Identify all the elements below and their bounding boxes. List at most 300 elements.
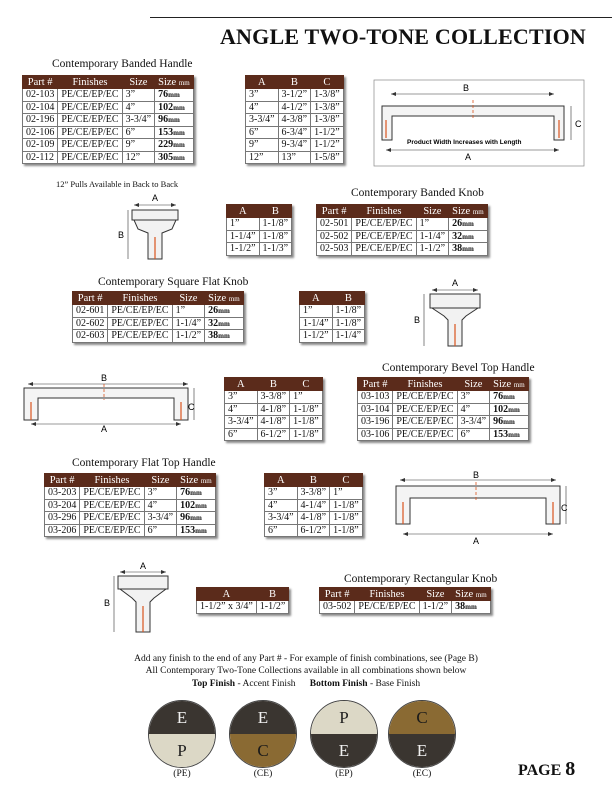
cell-text: 4” — [460, 403, 471, 415]
table-cell — [311, 114, 344, 127]
column-header — [122, 76, 155, 89]
table-row — [225, 403, 323, 416]
swatch-bottom-letter: E — [311, 734, 377, 767]
cell-text: 1-1/8” — [262, 218, 289, 230]
unit-label: mm — [195, 526, 207, 535]
cell-text: 76 — [180, 487, 191, 499]
cell-text: PE/CE/EP/EC — [111, 305, 169, 317]
column-header — [457, 378, 490, 391]
column-header — [23, 76, 58, 89]
table-row — [227, 243, 292, 256]
header-text: Part # — [362, 378, 388, 390]
table-cell — [332, 317, 365, 330]
table-cell — [45, 499, 80, 512]
table-cell — [393, 416, 457, 429]
table-row — [246, 139, 344, 152]
cell-text: 02-109 — [26, 139, 55, 151]
swatch-top-letter: P — [311, 701, 377, 734]
cell-text: 1-3/8” — [314, 114, 340, 126]
cell-text: PE/CE/EP/EC — [83, 524, 141, 536]
cell-text: 3-3/4” — [125, 114, 152, 126]
table-cell — [144, 512, 177, 525]
column-header — [317, 205, 352, 218]
header-text: Size — [493, 378, 512, 390]
column-header — [155, 76, 194, 89]
swatch-caption: (CE) — [253, 769, 273, 779]
cell-text: 153 — [158, 126, 174, 138]
table-cell — [278, 89, 311, 102]
table-cell — [311, 101, 344, 114]
table-cell — [23, 139, 58, 152]
table-cell — [257, 416, 290, 429]
cell-text: 32 — [452, 230, 463, 242]
cell-text: 1” — [419, 218, 430, 230]
banded-handle-diagram — [374, 80, 584, 166]
cell-text: 1” — [175, 305, 186, 317]
header-text: B — [344, 292, 352, 304]
table-cell — [352, 243, 416, 256]
header-text: Size — [423, 205, 442, 217]
unit-label: mm — [190, 514, 202, 523]
table-cell — [297, 524, 330, 537]
cell-text: 1-1/4” — [175, 317, 202, 329]
cell-text: 02-103 — [26, 89, 55, 101]
table-row — [225, 391, 323, 404]
table-row — [23, 89, 194, 102]
table-cell — [246, 151, 279, 164]
table-cell — [265, 499, 298, 512]
header-text: Size — [464, 378, 483, 390]
page-label: PAGE — [518, 762, 562, 779]
table-cell — [197, 601, 257, 614]
bevel-label-b: B — [100, 373, 108, 383]
cell-text: PE/CE/EP/EC — [396, 428, 454, 440]
column-header — [297, 474, 330, 487]
table-cell — [225, 428, 258, 441]
table-cell — [80, 487, 144, 500]
unit-label: mm — [173, 141, 185, 150]
table-cell — [449, 230, 488, 243]
cell-text: 1-1/4” — [335, 330, 362, 342]
table-cell — [108, 317, 172, 330]
cell-text: 03-203 — [48, 487, 77, 499]
cell-text: PE/CE/EP/EC — [111, 330, 169, 342]
table-row — [73, 317, 244, 330]
table-cell — [45, 524, 80, 537]
cell-text: 6” — [228, 428, 238, 440]
table-row — [45, 499, 216, 512]
table-cell — [172, 330, 205, 343]
cell-text: 1-1/8” — [333, 524, 359, 536]
table-cell — [227, 218, 260, 231]
cell-text: 3” — [249, 89, 259, 101]
cell-text: 03-196 — [361, 416, 390, 428]
banded-handle-note: 12” Pulls Available in Back to Back — [56, 179, 179, 189]
unit-label: mm — [475, 590, 487, 599]
table-cell — [177, 524, 216, 537]
table-cell — [23, 151, 58, 164]
header-text: B — [269, 378, 277, 390]
cell-text: PE/CE/EP/EC — [61, 139, 119, 151]
cell-text: 6” — [125, 126, 136, 138]
column-header — [393, 378, 457, 391]
header-text: Size — [452, 205, 471, 217]
table-cell — [416, 243, 449, 256]
table-cell — [227, 243, 260, 256]
cell-text: 1-5/8” — [314, 151, 340, 163]
table-row — [265, 487, 363, 500]
table-cell — [300, 305, 333, 318]
cell-text: 1-1/2” — [175, 330, 202, 342]
header-text: Size — [180, 474, 199, 486]
table-cell — [23, 126, 58, 139]
table-cell — [278, 126, 311, 139]
cell-text: 1-1/8” — [335, 317, 362, 329]
column-header — [205, 292, 244, 305]
cell-text: 9-3/4” — [281, 139, 308, 151]
table-cell — [393, 403, 457, 416]
cell-text: 1-1/8” — [335, 305, 362, 317]
square-flat-knob-title: Contemporary Square Flat Knob — [98, 276, 249, 288]
header-row — [197, 588, 289, 601]
column-header — [419, 588, 452, 601]
table-cell — [172, 317, 205, 330]
table-cell — [80, 524, 144, 537]
banded-handle-dimensions-table — [245, 75, 344, 164]
swatch-caption: (PE) — [173, 769, 191, 779]
cell-text: 02-502 — [320, 230, 349, 242]
unit-label: mm — [200, 476, 212, 485]
cell-text: 1-1/4” — [419, 230, 446, 242]
column-header — [452, 588, 491, 601]
table-cell — [205, 305, 244, 318]
banded-knob-dimensions-table — [226, 204, 292, 256]
column-header — [80, 474, 144, 487]
table-cell — [246, 101, 279, 114]
cell-text: 153 — [493, 428, 509, 440]
column-header — [332, 292, 365, 305]
cell-text: 1-1/4” — [303, 317, 329, 329]
cell-text: 1-1/4” — [230, 230, 256, 242]
cell-text: 02-104 — [26, 101, 55, 113]
cell-text: PE/CE/EP/EC — [61, 89, 119, 101]
bevel-top-handle-table — [357, 377, 529, 441]
column-header — [144, 474, 177, 487]
table-cell — [23, 89, 58, 102]
header-text: Size — [129, 76, 148, 88]
table-cell — [358, 403, 393, 416]
table-cell — [73, 317, 108, 330]
unit-label: mm — [228, 294, 240, 303]
column-header — [246, 76, 279, 89]
table-cell — [278, 151, 311, 164]
table-row — [227, 230, 292, 243]
table-cell — [246, 114, 279, 127]
header-text: Part # — [27, 76, 53, 88]
unit-label: mm — [173, 128, 185, 137]
cell-text: 76 — [158, 89, 169, 101]
cell-text: 4-1/4” — [300, 499, 327, 511]
flat-top-handle-diagram — [390, 470, 576, 546]
column-header — [265, 474, 298, 487]
finish-swatch — [148, 700, 216, 768]
table-row — [320, 601, 491, 614]
table-cell — [290, 428, 323, 441]
header-row — [23, 76, 194, 89]
cell-text: 03-502 — [323, 601, 352, 613]
unit-label: mm — [195, 501, 207, 510]
cell-text: 3” — [147, 487, 158, 499]
table-cell — [330, 524, 363, 537]
header-text: Part # — [77, 292, 103, 304]
cell-text: 26 — [208, 305, 219, 317]
banded-handle-table — [22, 75, 194, 164]
cell-text: PE/CE/EP/EC — [358, 601, 416, 613]
table-cell — [317, 243, 352, 256]
table-cell — [311, 151, 344, 164]
table-cell — [452, 601, 491, 614]
table-row — [265, 512, 363, 525]
table-row — [225, 416, 323, 429]
table-row — [23, 126, 194, 139]
header-text: A — [311, 292, 320, 304]
knob-label-b: B — [118, 230, 125, 240]
page-title: ANGLE TWO-TONE COLLECTION — [219, 24, 586, 49]
page-number-value: 8 — [565, 758, 576, 780]
cell-text: 26 — [452, 218, 463, 230]
cell-text: PE/CE/EP/EC — [61, 101, 119, 113]
rectangular-knob-title: Contemporary Rectangular Knob — [344, 573, 498, 585]
table-cell — [259, 218, 292, 231]
header-row — [265, 474, 363, 487]
table-row — [358, 403, 529, 416]
cell-text: 1” — [230, 218, 240, 230]
header-text: Size — [151, 474, 170, 486]
flat-top-handle-dimensions-table — [264, 473, 363, 537]
column-header — [449, 205, 488, 218]
table-cell — [246, 126, 279, 139]
flat-label-c: C — [561, 503, 568, 513]
table-row — [23, 101, 194, 114]
cell-text: 4” — [228, 403, 238, 415]
column-header — [311, 76, 344, 89]
column-header — [58, 76, 122, 89]
table-cell — [155, 139, 194, 152]
cell-text: 6-3/4” — [281, 126, 308, 138]
table-cell — [73, 305, 108, 318]
table-cell — [122, 89, 155, 102]
header-text: B — [290, 76, 298, 88]
table-cell — [172, 305, 205, 318]
table-cell — [332, 330, 365, 343]
cell-text: PE/CE/EP/EC — [396, 416, 454, 428]
cell-text: 4” — [147, 499, 158, 511]
column-header — [358, 378, 393, 391]
cell-text: 02-106 — [26, 126, 55, 138]
table-cell — [122, 139, 155, 152]
header-row — [227, 205, 292, 218]
table-cell — [259, 243, 292, 256]
table-cell — [73, 330, 108, 343]
table-cell — [290, 416, 323, 429]
table-row — [246, 126, 344, 139]
table-row — [45, 512, 216, 525]
cell-text: 6” — [460, 428, 471, 440]
table-cell — [225, 403, 258, 416]
column-header — [278, 76, 311, 89]
cell-text: 3-3/4” — [249, 114, 275, 126]
table-cell — [177, 499, 216, 512]
column-header — [320, 588, 355, 601]
table-row — [265, 499, 363, 512]
cell-text: 02-196 — [26, 114, 55, 126]
header-text: Size — [158, 76, 177, 88]
table-cell — [155, 126, 194, 139]
page-number — [518, 758, 575, 781]
cell-text: 3-3/8” — [300, 487, 327, 499]
column-header — [330, 474, 363, 487]
cell-text: 1-1/3” — [262, 243, 289, 255]
table-cell — [259, 230, 292, 243]
unit-label: mm — [503, 393, 515, 402]
table-cell — [177, 512, 216, 525]
table-cell — [300, 330, 333, 343]
cell-text: 12” — [125, 151, 141, 163]
header-text: B — [271, 205, 279, 217]
swatch-top-letter: E — [149, 701, 215, 734]
swatch-bottom-letter: E — [389, 734, 455, 767]
table-cell — [144, 524, 177, 537]
header-text: Size — [455, 588, 474, 600]
table-row — [45, 524, 216, 537]
cell-text: 4-3/8” — [281, 114, 308, 126]
header-text: Part # — [49, 474, 75, 486]
cell-text: 3-3/4” — [228, 416, 254, 428]
table-cell — [265, 524, 298, 537]
table-cell — [122, 126, 155, 139]
cell-text: 1-1/2” x 3/4” — [200, 601, 253, 613]
header-row — [320, 588, 491, 601]
diagram-label-c: C — [575, 119, 582, 129]
header-text: Finishes — [122, 292, 158, 304]
swatch-bottom-letter: C — [230, 734, 296, 767]
header-text: A — [257, 76, 266, 88]
cell-text: PE/CE/EP/EC — [61, 151, 119, 163]
table-row — [73, 330, 244, 343]
cell-text: 3” — [228, 391, 238, 403]
header-text: B — [269, 588, 277, 600]
table-cell — [278, 101, 311, 114]
cell-text: 4-1/8” — [260, 403, 287, 415]
cell-text: PE/CE/EP/EC — [111, 317, 169, 329]
table-row — [317, 243, 488, 256]
table-cell — [58, 126, 122, 139]
cell-text: PE/CE/EP/EC — [355, 230, 413, 242]
cell-text: 1-1/2” — [314, 126, 340, 138]
table-row — [300, 305, 365, 318]
table-cell — [320, 601, 355, 614]
table-row — [227, 218, 292, 231]
column-header — [355, 588, 419, 601]
unit-label: mm — [173, 103, 185, 112]
flat-top-handle-table — [44, 473, 216, 537]
table-cell — [317, 218, 352, 231]
table-cell — [108, 330, 172, 343]
header-text: Finishes — [369, 588, 405, 600]
table-row — [23, 139, 194, 152]
flat-label-a: A — [472, 536, 480, 546]
cell-text: 6” — [268, 524, 278, 536]
header-text: C — [302, 378, 310, 390]
cell-text: 3-3/4” — [268, 512, 294, 524]
cell-text: 1” — [303, 305, 313, 317]
unit-label: mm — [218, 307, 230, 316]
cell-text: PE/CE/EP/EC — [83, 512, 141, 524]
finish-note-2: All Contemporary Two-Tone Collections available in all combinations shown below — [145, 666, 467, 676]
cell-text: 03-204 — [48, 499, 77, 511]
unit-label: mm — [462, 245, 474, 254]
unit-label: mm — [173, 153, 185, 162]
table-cell — [332, 305, 365, 318]
header-row — [225, 378, 323, 391]
unit-label: mm — [513, 380, 525, 389]
column-header — [352, 205, 416, 218]
finish-swatch — [310, 700, 378, 768]
header-text: A — [222, 588, 231, 600]
cell-text: 4” — [249, 101, 259, 113]
table-cell — [355, 601, 419, 614]
column-header — [256, 588, 289, 601]
table-cell — [205, 317, 244, 330]
table-cell — [311, 126, 344, 139]
table-cell — [144, 487, 177, 500]
cell-text: 3-3/4” — [147, 512, 174, 524]
cell-text: 02-501 — [320, 218, 349, 230]
column-header — [108, 292, 172, 305]
cell-text: 1-1/8” — [293, 403, 319, 415]
cell-text: 4” — [125, 101, 136, 113]
cell-text: PE/CE/EP/EC — [61, 126, 119, 138]
table-cell — [297, 512, 330, 525]
cell-text: 03-104 — [361, 403, 390, 415]
column-header — [177, 474, 216, 487]
rect-knob-label-b: B — [104, 598, 111, 608]
table-cell — [419, 601, 452, 614]
table-cell — [358, 416, 393, 429]
cell-text: 13” — [281, 151, 296, 163]
table-row — [246, 89, 344, 102]
banded-knob-table — [316, 204, 488, 256]
cell-text: 02-602 — [76, 317, 105, 329]
header-text: Finishes — [366, 205, 402, 217]
cell-text: 1-1/8” — [293, 428, 319, 440]
cell-text: PE/CE/EP/EC — [396, 391, 454, 403]
cell-text: 4-1/8” — [260, 416, 287, 428]
cell-text: 96 — [158, 114, 169, 126]
cell-text: 9” — [125, 139, 136, 151]
diagram-label-a: A — [464, 152, 472, 162]
table-cell — [23, 114, 58, 127]
header-text: Size — [179, 292, 198, 304]
table-cell — [45, 512, 80, 525]
cell-text: 102 — [158, 101, 174, 113]
cell-text: 38 — [455, 601, 466, 613]
header-text: Finishes — [407, 378, 443, 390]
column-header — [290, 378, 323, 391]
table-cell — [144, 499, 177, 512]
cell-text: 03-206 — [48, 524, 77, 536]
cell-text: 1” — [333, 487, 343, 499]
